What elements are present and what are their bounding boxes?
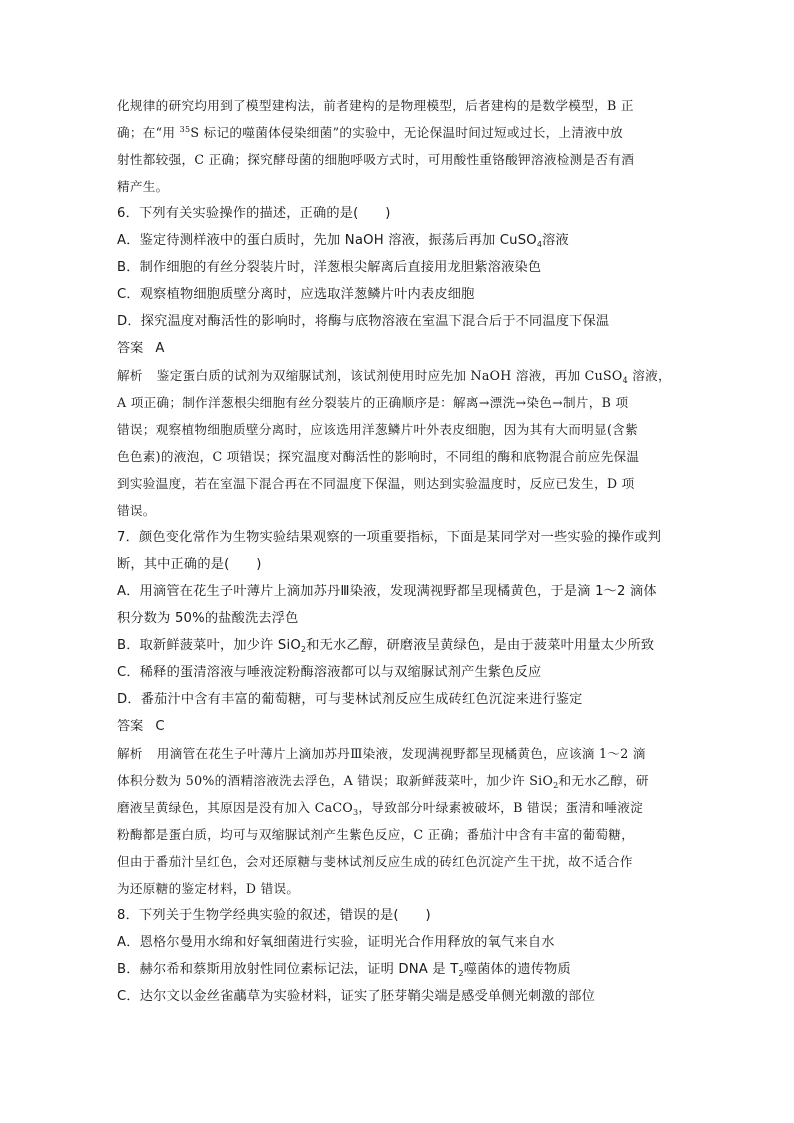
text: B．取新鲜菠菜叶，加少许 SiO: [117, 638, 301, 653]
text: 鉴定蛋白质的试剂为双缩脲试剂，该试剂使用时应先加 NaOH 溶液，再加 CuSO: [156, 368, 623, 383]
text: 确；在“用: [117, 125, 180, 140]
answer-label: 答案: [117, 719, 144, 734]
answer-label: 答案: [117, 341, 144, 356]
question-6: [117, 200, 683, 524]
text: S 标记的噬菌体侵染细菌”的实验中，无论保温时间过短或过长，上清液中放: [190, 125, 623, 140]
text: 射性都较强，C 正确；探究酵母菌的细胞呼吸方式时，可用酸性重铬酸钾溶液检测是否有酒: [117, 152, 635, 167]
explanation-line: [117, 173, 683, 200]
text: 化规律的研究均用到了模型建构法，前者建构的是物理模型，后者建构的是数学模型，B 正: [117, 98, 634, 113]
text: 精产生。: [117, 179, 169, 194]
analysis-label: 解析: [117, 368, 143, 383]
explanation-line: [117, 362, 683, 389]
explanation-line: 错误。: [117, 503, 156, 518]
explanation-line: A 项正确；制作洋葱根尖细胞有丝分裂装片的正确顺序是：解离→漂洗→染色→制片，B 项: [117, 395, 629, 410]
text: 和无水乙醇，研: [558, 773, 649, 788]
explanation-line: [117, 794, 683, 821]
option-a: A．用滴管在花生子叶薄片上滴加苏丹Ⅲ染液，发现满视野都呈现橘黄色，于是滴 1～2 滴体: [117, 584, 657, 599]
option-b: [117, 956, 683, 983]
answer-value: A: [155, 341, 165, 356]
question-stem: 断，其中正确的是( ): [117, 557, 262, 572]
option-a: A．恩格尔曼用水绵和好氧细菌进行实验，证明光合作用释放的氧气来自水: [117, 935, 555, 950]
answer-value: C: [155, 719, 165, 734]
subscript: 2: [458, 969, 464, 978]
text: 溶液: [542, 233, 569, 248]
subscript: 4: [536, 240, 543, 249]
question-stem: 8．下列关于生物学经典实验的叙述，错误的是( ): [117, 908, 431, 923]
explanation-line: 到实验温度，若在室温下混合再在不同温度下保温，则达到实验温度时，反应已发生，D 项: [117, 476, 635, 491]
explanation-line: 但由于番茄汁呈红色，会对还原糖与斐林试剂反应生成的砖红色沉淀产生干扰，故不适合作: [117, 854, 633, 869]
question-7: [117, 524, 683, 902]
explanation-line: [117, 92, 683, 119]
subscript: 2: [553, 781, 559, 790]
option-b: [117, 632, 683, 659]
option-c: C．达尔文以金丝雀虉草为实验材料，证实了胚芽鞘尖端是感受单侧光刺激的部位: [117, 989, 595, 1004]
option-a-continued: 积分数为 50%的盐酸洗去浮色: [117, 611, 299, 626]
option-a: [117, 227, 683, 254]
text: A．鉴定待测样液中的蛋白质时，先加 NaOH 溶液，振荡后再加 CuSO: [117, 233, 537, 248]
question-8: [117, 902, 683, 1010]
option-c: C．稀释的蛋清溶液与唾液淀粉酶溶液都可以与双缩脲试剂产生紫色反应: [117, 665, 542, 680]
option-d: D．番茄汁中含有丰富的葡萄糖，可与斐林试剂反应生成砖红色沉淀来进行鉴定: [117, 692, 583, 707]
text: B．赫尔希和蔡斯用放射性同位素标记法，证明 DNA 是 T: [117, 962, 459, 977]
option-b: B．制作细胞的有丝分裂装片时，洋葱根尖解离后直接用龙胆紫溶液染色: [117, 260, 542, 275]
explanation-line: [117, 740, 683, 767]
explanation-line: 色色素)的液泡，C 项错误；探究温度对酶活性的影响时，不同组的酶和底物混合前应先保温: [117, 449, 640, 464]
text: 和无水乙醇，研磨液呈黄绿色，是由于菠菜叶用量太少所致: [306, 638, 655, 653]
text: 溶液，: [627, 368, 671, 383]
option-c: C．观察植物细胞质壁分离时，应选取洋葱鳞片叶内表皮细胞: [117, 287, 475, 302]
explanation-line: [117, 146, 683, 173]
subscript: 3: [353, 808, 359, 817]
superscript: 35: [179, 125, 191, 134]
exam-page: [117, 92, 683, 1010]
subscript: 2: [300, 645, 307, 654]
explanation-line: 粉酶都是蛋白质，均可与双缩脲试剂产生紫色反应，C 正确；番茄汁中含有丰富的葡萄糖，: [117, 827, 635, 842]
option-d: D．探究温度对酶活性的影响时，将酶与底物溶液在室温下混合后于不同温度下保温: [117, 314, 610, 329]
question-stem: 7．颜色变化常作为生物实验结果观察的一项重要指标，下面是某同学对一些实验的操作或判: [117, 530, 662, 545]
text: 磨液呈黄绿色，其原因是没有加入 CaCO: [117, 800, 354, 815]
explanation-line: 错误；观察植物细胞质壁分离时，应该选用洋葱鳞片叶外表皮细胞，因为其有大而明显(含紫: [117, 422, 638, 437]
text: 体积分数为 50%的酒精溶液洗去浮色，A 错误；取新鲜菠菜叶，加少许 SiO: [117, 773, 554, 788]
explanation-line: [117, 119, 683, 146]
text: 噬菌体的遗传物质: [463, 962, 571, 977]
answer: [117, 335, 683, 362]
text: 用滴管在花生子叶薄片上滴加苏丹Ⅲ染液，发现满视野都呈现橘黄色，应该滴 1～2 滴: [156, 746, 646, 761]
text: ，导致部分叶绿素被破坏，B 错误；蛋清和唾液淀: [358, 800, 644, 815]
question-stem: 6．下列有关实验操作的描述，正确的是( ): [117, 206, 391, 221]
answer: [117, 713, 683, 740]
analysis-label: 解析: [117, 746, 143, 761]
prev-explanation: [117, 92, 683, 200]
explanation-line: 为还原糖的鉴定材料，D 错误。: [117, 881, 300, 896]
subscript: 4: [622, 376, 628, 385]
explanation-line: [117, 767, 683, 794]
